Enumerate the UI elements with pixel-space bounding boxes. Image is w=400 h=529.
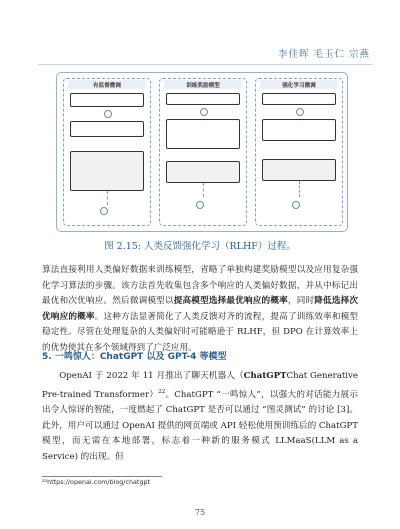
body-paragraph-1: 算法直接利用人类偏好数据来训练模型，省略了单独构建奖励模型以及应用复杂强化学习算法的步骤。该方法首先收集包含多个响应的人类偏好数据，并从中标记出最优和次优响应。然后微调模型以提高模型选择最优响应的概率，同时降低选择次优响应的概率。这种方法显著简化了人类反馈对齐的流程，提高了训练效率和模型稳定性。尽管在处理复杂的人类偏好时可能略逊于 RLHF，但 DPO 在计算效率上的优势使其在多个领域得到了广泛应用。: [42, 265, 358, 353]
panel-reward-model: [159, 78, 247, 226]
panel-sft: [63, 78, 151, 226]
footnote-divider: [42, 476, 162, 477]
figure-caption: 图 2.15: 人类反馈强化学习（RLHF）过程。: [104, 241, 296, 252]
update-icon: [292, 201, 300, 209]
reward-card: [262, 159, 336, 181]
flow-arrow: [299, 181, 301, 197]
question-card: [70, 93, 144, 107]
policy-icon: [296, 108, 304, 116]
user-icon: [104, 110, 112, 118]
rlhf-figure: [56, 72, 348, 232]
flow-arrow: [107, 191, 109, 205]
section-title: 5. 一鸣惊人：ChatGPT 以及 GPT-4 等模型: [42, 352, 227, 362]
panel-rl-finetune: [255, 78, 343, 226]
user-icon: [200, 108, 208, 116]
question-card: [166, 93, 240, 105]
panel-title: 强化学习微调: [282, 83, 316, 89]
robot-icon: [100, 207, 108, 215]
rank-card: [166, 161, 240, 183]
reward-icon: [196, 201, 204, 209]
header-divider: [38, 64, 372, 65]
demo-card: [70, 151, 144, 191]
answers-card: [166, 119, 240, 149]
body-paragraph-2: OpenAI 于 2022 年 11 月推出了聊天机器人（ChatGPTChat Generative Pre-trained Transformer）$^{22}$。ChatGPT “一鸣惊人”，以强大的对话能力展示出令人惊讶的智能，一度燃起了 ChatGPT 是否可以通过 “图灵测试” 的讨论 [3]。此外，用户可以通过 OpenAI 提供的网页端或 API 轻松使用预训练后的 ChatGPT 模型，而无需在本地部署，标志着一种新的服务模式 LLMaaS(LLM as a Service) 的出现。但: [42, 371, 358, 462]
panel-title: 训练奖励模型: [186, 83, 220, 89]
footnote: ²²https://openai.com/blog/chatgpt: [42, 478, 151, 486]
panel-title: 有监督微调: [93, 83, 121, 89]
question-card: [262, 93, 336, 105]
page-number: 75: [194, 508, 206, 517]
answer-card: [70, 121, 144, 137]
header-author: 李佳晖 毛玉仁 宗燕: [277, 49, 370, 60]
output-card: [262, 119, 336, 141]
flow-arrow: [203, 183, 205, 197]
